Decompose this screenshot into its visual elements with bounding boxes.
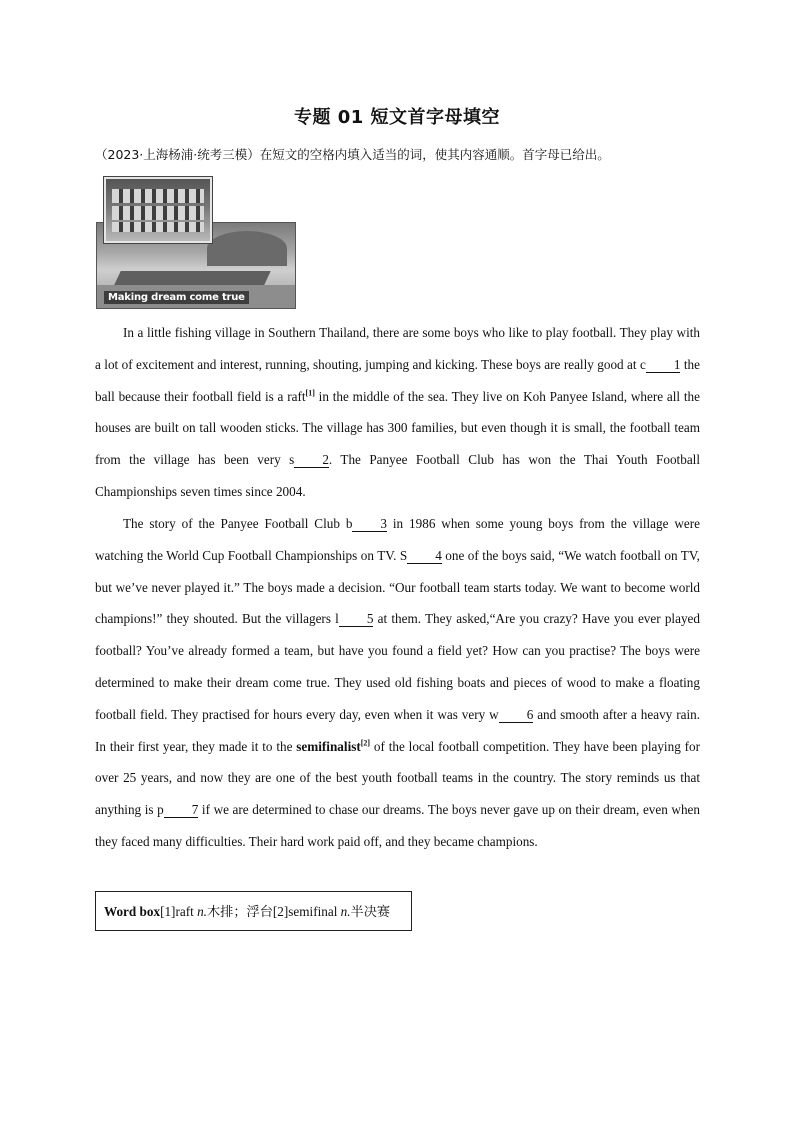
word-box-ref-2: [2] bbox=[272, 904, 289, 919]
word-box-pos-1: n. bbox=[197, 904, 207, 919]
p1-text-3: in the middle of the sea. They live on Koh Panyee Island, where all the houses are built on tall wooden sticks. The village has 300 families, but even though it is small, the football team from the village has been very s bbox=[95, 388, 700, 468]
p2-text-5: and smooth after a heavy rain. In their first year, they made it to the bbox=[95, 706, 701, 754]
p2-text-2: in 1986 when some young boys from the village were watching the World Cup Football Championships on TV. S bbox=[95, 516, 700, 563]
word-box-meaning-2: 半决赛 bbox=[350, 904, 391, 919]
page-title: 专题 01 短文首字母填空 bbox=[293, 107, 501, 128]
blank-1[interactable]: 1 bbox=[646, 357, 681, 373]
team-row-back bbox=[112, 189, 204, 203]
p2-text-6: of the local football competition. They have been playing for over 25 years, and now they are one of the best youth football teams in the country. The story reminds us that anything is p bbox=[95, 738, 700, 818]
word-box-label: Word box bbox=[104, 904, 161, 919]
word-box-ref-1: [1] bbox=[160, 904, 176, 919]
footnote-ref-1: [1] bbox=[305, 388, 315, 398]
p2-text-7: if we are determined to chase our dreams. The boys never gave up on their dream, even when they faced many difficulties. Their hard work paid off, and they became champions. bbox=[95, 802, 700, 849]
passage-paragraph-2 bbox=[95, 508, 700, 858]
p2-text-1: The story of the Panyee Football Club b bbox=[123, 516, 353, 531]
blank-2[interactable]: 2 bbox=[294, 452, 329, 468]
p1-text-1: In a little fishing village in Southern Thailand, there are some boys who like to play football. They play with a lot of excitement and interest, running, shouting, jumping and kicking. These boys are really good at c bbox=[95, 325, 700, 372]
blank-3[interactable]: 3 bbox=[352, 516, 387, 532]
word-box-pos-2: n. bbox=[340, 904, 351, 919]
passage-paragraph-1 bbox=[95, 317, 700, 508]
p1-text-2: the ball because their football field is a raft bbox=[95, 356, 700, 404]
footnote-ref-2: [2] bbox=[360, 738, 371, 748]
team-row-front bbox=[112, 222, 204, 232]
blank-6[interactable]: 6 bbox=[499, 707, 534, 723]
word-box-word-2: semifinal bbox=[288, 904, 341, 919]
mountain-shape bbox=[207, 231, 287, 266]
image-caption: Making dream come true bbox=[104, 291, 249, 304]
p2-text-4: at them. They asked,“Are you crazy? Have you ever played football? You’ve already formed a team, but have you found a field yet? How can you practise? The boys were determined to make their dream come true. They used old fishing boats and pieces of wood to make a floating football field. They practised for hours every day, even when it was very w bbox=[95, 611, 700, 722]
blank-5[interactable]: 5 bbox=[339, 611, 374, 627]
blank-7[interactable]: 7 bbox=[164, 802, 199, 818]
team-photo bbox=[104, 177, 212, 243]
instruction-text: （2023·上海杨浦·统考三模）在短文的空格内填入适当的词，使其内容通顺。首字母已给出。 bbox=[95, 147, 610, 162]
photo-collage bbox=[96, 177, 296, 307]
word-box-word-1: raft bbox=[175, 904, 198, 919]
p2-text-3: one of the boys said, “We watch football on TV, but we’ve never played it.” The boys made a decision. “Our football team starts today. We want to become world champions!” they shouted. But the villagers l bbox=[95, 547, 700, 627]
word-box bbox=[95, 891, 412, 931]
word-box-meaning-1: 木排；浮台 bbox=[206, 904, 273, 919]
p1-text-4: . The Panyee Football Club has won the Thai Youth Football Championships seven times since 2004. bbox=[95, 452, 700, 499]
team-row-middle bbox=[112, 206, 204, 220]
bold-vocab-word: semifinalist bbox=[296, 738, 361, 754]
blank-4[interactable]: 4 bbox=[407, 548, 442, 564]
